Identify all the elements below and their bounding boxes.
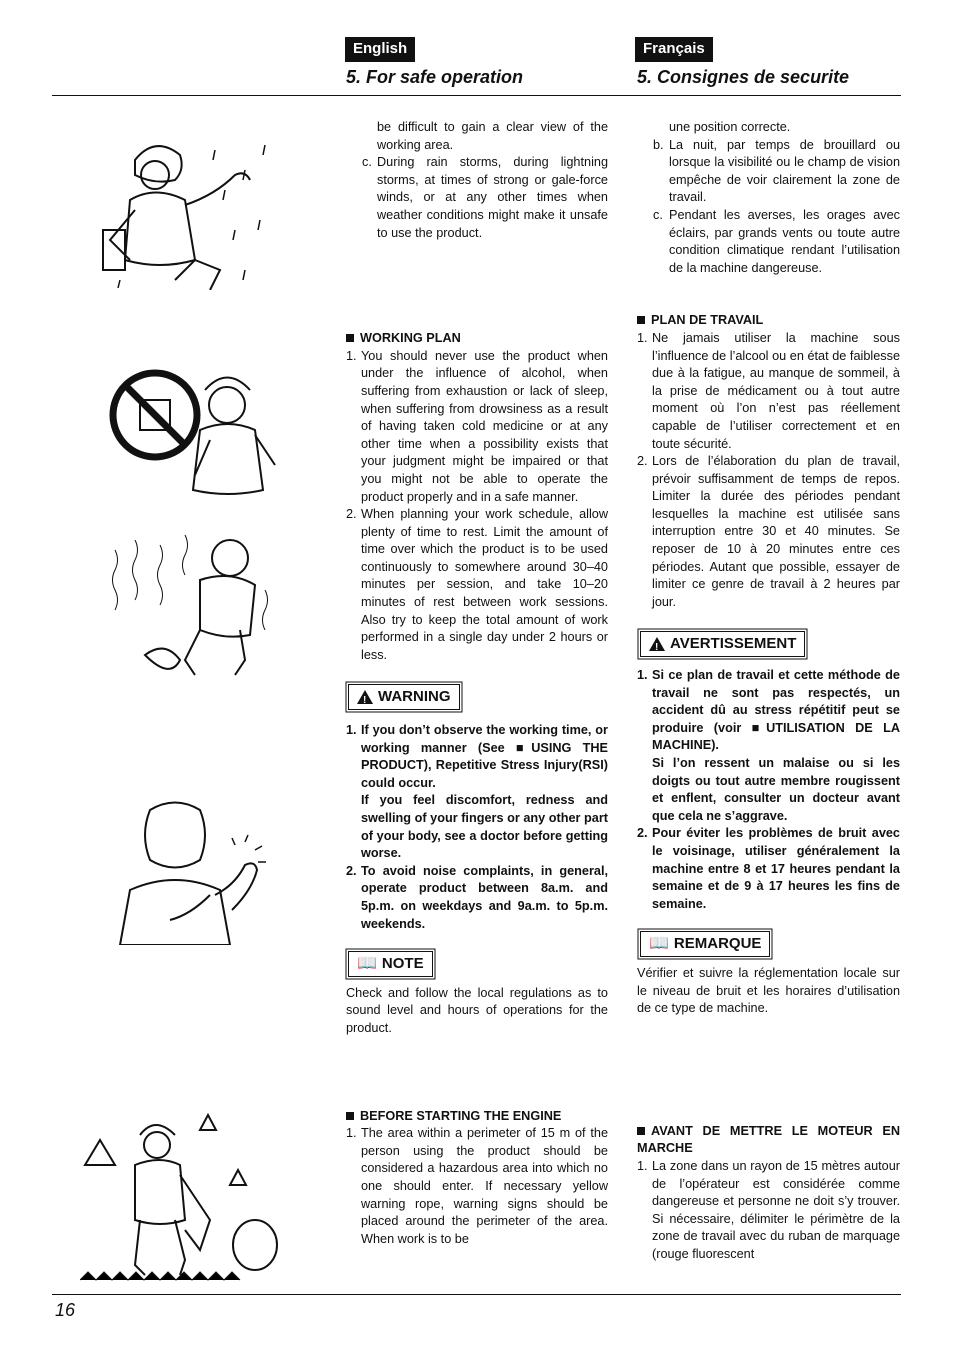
list-number: 2.	[637, 454, 648, 469]
avant-heading: AVANT DE METTRE LE MOTEUR EN MARCHE	[637, 1123, 900, 1156]
footer-rule	[52, 1294, 901, 1295]
list-text: Si l’on ressent un malaise ou si les doigts ou tout autre membre rougissent et enflent, consulter un docteur avant que cela ne s’aggrave.	[652, 756, 900, 823]
lang-badge-french: Français	[635, 37, 713, 62]
warning-label: ! WARNING	[348, 684, 460, 710]
warning-triangle-icon	[649, 637, 665, 651]
list-label: c.	[362, 155, 372, 170]
lang-badge-english: English	[345, 37, 415, 62]
continued-paragraph: be difficult to gain a clear view of the working area.	[377, 120, 608, 152]
rain-storm-illustration	[95, 130, 275, 290]
list-item	[346, 506, 608, 664]
note-text: Vérifier et suivre la réglementation locale sur le niveau de bruit et les horaires d’utilisation de ce type de machine.	[637, 965, 900, 1016]
list-item	[637, 825, 900, 913]
list-text: When planning your work schedule, allow plenty of time to rest. Limit the amount of time over which the product is to be used continuously to somewhere around 30–40 minutes per session, and take 10–20 minutes of rest between work sessions. Also try to keep the total amount of work performed in a single day under 2 hours or less.	[361, 507, 608, 662]
list-number: 1.	[346, 1126, 357, 1141]
list-item	[637, 1158, 900, 1264]
list-label: c.	[653, 207, 663, 222]
square-bullet-icon	[637, 316, 645, 324]
work-area-illustration	[80, 1110, 280, 1290]
list-text: You should never use the product when under the influence of alcohol, when suffering from exhaustion or lack of sleep, when suffering from drowsiness as a result of having taken cold medicine or at any other time when a possibility exists that your judgment might be impaired or that you might not be able to operate the product properly and in a safe manner.	[361, 348, 608, 504]
avertissement-label: ! AVERTISSEMENT	[640, 631, 805, 657]
list-item	[637, 453, 900, 611]
list-text: Si ce plan de travail et cette méthode de travail ne sont pas respectés, un accident dû au stress répétitif peut se produire (voir ■UTILISATION DE LA MACHINE).	[652, 668, 900, 753]
list-text: La zone dans un rayon de 15 mètres autour de l’opérateur est considérée comme dangereuse et personne ne doit s’y trouver. Si nécessaire, délimiter le périmètre de la zone de travail avec du ruban de marquage (rouge fluorescent	[652, 1158, 900, 1261]
continued-paragraph: une position correcte.	[669, 120, 791, 134]
french-column	[637, 119, 900, 1263]
section-title-french: 5. Consignes de securite	[637, 67, 850, 87]
list-number: 1.	[637, 1158, 648, 1173]
list-text: Ne jamais utiliser la machine sous l’influence de l’alcool ou en état de faiblesse due à la fatigue, au manque de sommeil, à la prise de médicament ou à tout autre moment où l’on n’est pas réellement capable de l’utiliser correctement et en toute sécurité.	[652, 330, 900, 451]
working-plan-heading: WORKING PLAN	[346, 330, 608, 348]
list-text: If you feel discomfort, redness and swelling of your fingers or any other part of your body, see a doctor before getting worse.	[361, 793, 608, 861]
warning-triangle-icon	[357, 690, 373, 704]
square-bullet-icon	[346, 1112, 354, 1120]
list-item	[346, 722, 608, 863]
note-label: 📖 NOTE	[348, 951, 433, 977]
list-item	[346, 1125, 608, 1248]
list-text: La nuit, par temps de brouillard ou lorsque la visibilité ou le champ de vision empêche de voir clairement la zone de travail.	[669, 137, 900, 205]
remarque-label: 📖 REMARQUE	[640, 931, 770, 957]
before-starting-heading: BEFORE STARTING THE ENGINE	[346, 1108, 608, 1126]
list-item	[637, 667, 900, 825]
list-text: Pendant les averses, les orages avec éclairs, par grands vents ou toute autre condition climatique rendant l’utilisation de la machine dangereuse.	[669, 207, 900, 275]
list-number: 1.	[637, 330, 648, 345]
list-item	[346, 863, 608, 933]
square-bullet-icon	[346, 334, 354, 342]
section-title-english: 5. For safe operation	[346, 67, 524, 87]
plan-heading: PLAN DE TRAVAIL	[637, 312, 900, 330]
list-item	[637, 137, 900, 207]
note-book-icon: 📖	[357, 955, 377, 973]
list-item	[346, 154, 608, 242]
list-text: Lors de l’élaboration du plan de travail, prévoir suffisamment de temps de repos. Limiter la durée des périodes pendant lesquelles la machine est utilisée sans interruption entre 30 et 40 minutes. Se reposer de 10 à 20 minutes entre ces périodes. Autant que possible, essayer de limiter ce genre de travail à 2 heures par jour.	[652, 454, 900, 609]
list-number: 1.	[346, 348, 357, 363]
note-book-icon: 📖	[649, 935, 669, 953]
list-text: If you don’t observe the working time, or working manner (See ■USING THE PRODUCT), Repetitive Stress Injury(RSI) could occur.	[361, 723, 608, 790]
list-item	[346, 348, 608, 506]
list-text: The area within a perimeter of 15 m of the person using the product should be considered a hazardous area into which no one should enter. If necessary yellow warning rope, warning signs should be placed around the perimeter of the area. When work is to be	[361, 1126, 608, 1246]
list-item	[637, 207, 900, 277]
list-number: 2.	[637, 826, 648, 841]
no-alcohol-illustration	[105, 350, 285, 500]
list-number: 1.	[637, 668, 648, 683]
list-text: To avoid noise complaints, in general, operate product between 8a.m. and 5p.m. on weekdays and 9a.m. to 5p.m. weekends.	[361, 863, 608, 931]
list-label: b.	[653, 137, 664, 152]
list-number: 2.	[346, 863, 357, 878]
list-number: 1.	[346, 723, 357, 738]
page-number: 16	[55, 1300, 76, 1320]
list-number: 2.	[346, 507, 357, 522]
square-bullet-icon	[637, 1127, 645, 1135]
header-rule	[52, 95, 901, 96]
note-text: Check and follow the local regulations as to sound level and hours of operations for the product.	[346, 985, 608, 1035]
hand-pain-illustration	[110, 800, 270, 945]
english-column	[346, 119, 608, 1248]
list-text: Pour éviter les problèmes de bruit avec le voisinage, utiliser généralement la machine entre 8 et 17 heures pendant la semaine et de 9 à 17 heures les fins de semaine.	[652, 826, 900, 911]
exhausted-worker-illustration	[105, 530, 275, 685]
list-item	[637, 330, 900, 453]
list-text: During rain storms, during lightning storms, at times of strong or gale-force winds, or at any other times when weather conditions might make it unsafe to use the product.	[377, 155, 608, 240]
